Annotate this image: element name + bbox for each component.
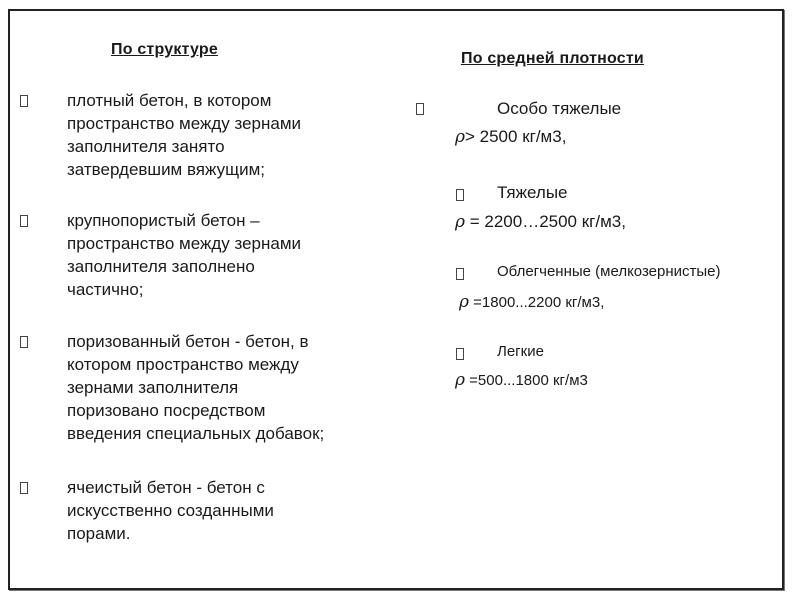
- list-item-line: крупнопористый бетон –: [67, 211, 260, 230]
- rho-symbol: ρ: [459, 292, 469, 312]
- list-item-line: поризовано посредством: [67, 401, 266, 420]
- density-class-label: Тяжелые: [497, 183, 568, 202]
- density-value: > 2500 кг/м3,: [465, 127, 567, 146]
- list-item-line: заполнителя занято: [67, 137, 225, 156]
- list-item-line: поризованный бетон - бетон, в: [67, 332, 309, 351]
- list-item-line: зернами заполнителя: [67, 378, 239, 397]
- density-range: [455, 370, 588, 390]
- list-item-line: котором пространство между: [67, 355, 299, 374]
- list-item-line: порами.: [67, 524, 131, 543]
- right-heading: По средней плотности: [461, 50, 644, 67]
- bullet-icon: [20, 482, 28, 494]
- list-item: [67, 476, 387, 545]
- bullet-icon: [20, 215, 28, 227]
- density-value: = 2200…2500 кг/м3,: [465, 212, 626, 231]
- density-class-label: Легкие: [497, 343, 544, 360]
- density-range: [455, 212, 626, 232]
- density-value: =500...1800 кг/м3: [465, 372, 588, 389]
- density-range: [459, 292, 604, 312]
- bullet-icon: [20, 95, 28, 107]
- list-item: [67, 330, 387, 445]
- bullet-icon: [456, 268, 464, 280]
- list-item-line: затвердевшим вяжущим;: [67, 160, 265, 179]
- density-class-label: Облегченные (мелкозернистые): [497, 263, 721, 280]
- list-item-line: пространство между зернами: [67, 234, 302, 253]
- list-item: [67, 89, 387, 181]
- list-item-line: плотный бетон, в котором: [67, 91, 272, 110]
- bullet-icon: [20, 336, 28, 348]
- list-item-line: введения специальных добавок;: [67, 424, 325, 443]
- bullet-icon: [416, 103, 424, 115]
- density-class-label: Особо тяжелые: [497, 99, 622, 118]
- bullet-icon: [456, 348, 464, 360]
- density-range: [455, 127, 566, 147]
- list-item-line: частично;: [67, 280, 144, 299]
- list-item-line: пространство между зернами: [67, 114, 302, 133]
- list-item-line: заполнителя заполнено: [67, 257, 255, 276]
- rho-symbol: ρ: [455, 212, 465, 232]
- list-item-line: искусственно созданными: [67, 501, 274, 520]
- bullet-icon: [456, 189, 464, 201]
- rho-symbol: ρ: [455, 127, 465, 147]
- rho-symbol: ρ: [455, 370, 465, 390]
- list-item-line: ячеистый бетон - бетон с: [67, 478, 265, 497]
- density-value: =1800...2200 кг/м3,: [469, 294, 605, 311]
- left-heading: По структуре: [111, 41, 218, 58]
- list-item: [67, 209, 387, 301]
